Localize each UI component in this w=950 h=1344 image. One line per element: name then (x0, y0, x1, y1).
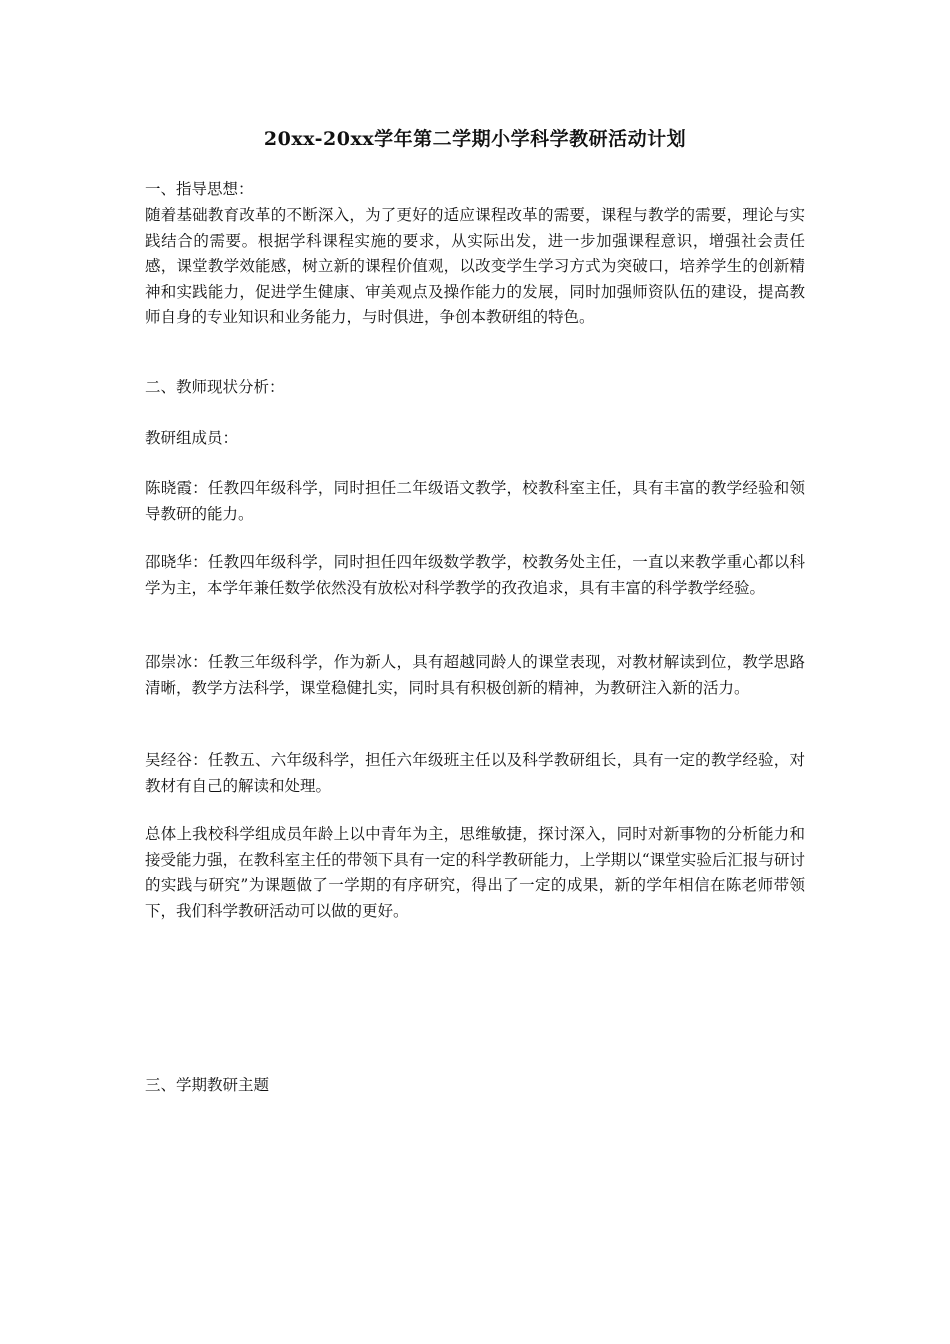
section2-heading: 二、教师现状分析： (145, 378, 285, 396)
section1-heading: 一、指导思想： (145, 180, 254, 198)
member-paragraph: 邵崇冰：任教三年级科学，作为新人，具有超越同龄人的课堂表现，对教材解读到位，教学思路清晰，教学方法科学，课堂稳健扎实，同时具有积极创新的精神，为教研注入新的活力。 (145, 653, 805, 697)
members-label: 教研组成员： (145, 429, 239, 447)
member-paragraph: 吴经谷：任教五、六年级科学，担任六年级班主任以及科学教研组长，具有一定的教学经验，对教材有自己的解读和处理。 (145, 751, 805, 795)
member-paragraph: 邵晓华：任教四年级科学，同时担任四年级数学教学，校教务处主任，一直以来教学重心都以科学为主，本学年兼任数学依然没有放松对科学教学的孜孜追求，具有丰富的科学教学经验。 (145, 553, 805, 597)
member-paragraph: 陈晓霞：任教四年级科学，同时担任二年级语文教学，校教科室主任，具有丰富的教学经验和领导教研的能力。 (145, 479, 805, 523)
section3-heading: 三、学期教研主题 (145, 1076, 270, 1094)
section1-body: 随着基础教育改革的不断深入，为了更好的适应课程改革的需要，课程与教学的需要，理论与实践结合的需要。根据学科课程实施的要求，从实际出发，进一步加强课程意识，增强社会责任感，课堂教学效能感，树立新的课程价值观，以改变学生学习方式为突破口，培养学生的创新精神和实践能力，促进学生健康、审美观点及操作能力的发展，同时加强师资队伍的建设，提高教师自身的专业知识和业务能力，与时俱进，争创本教研组的特色。 (145, 206, 805, 326)
document-title: 20xx-20xx学年第二学期小学科学教研活动计划 (263, 128, 687, 150)
summary-paragraph: 总体上我校科学组成员年龄上以中青年为主，思维敏捷，探讨深入，同时对新事物的分析能力和接受能力强，在教科室主任的带领下具有一定的科学教研能力，上学期以“课堂实验后汇报与研讨的实践与研究”为课题做了一学期的有序研究，得出了一定的成果，新的学年相信在陈老师带领下，我们科学教研活动可以做的更好。 (145, 825, 805, 920)
